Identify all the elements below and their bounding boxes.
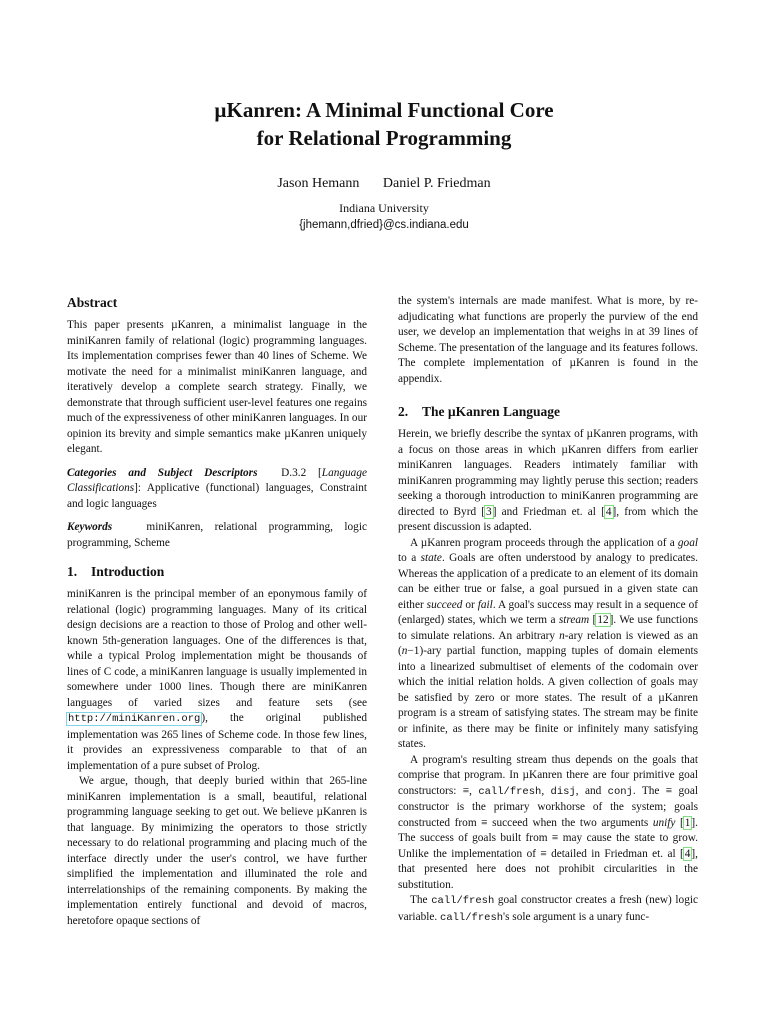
term-succeed: succeed [426,598,463,611]
term-stream: stream [558,614,590,626]
keywords-label: Keywords [67,521,113,533]
abstract-heading: Abstract [67,295,118,310]
intro-paragraph-2: We argue, though, that deeply buried within that 265-line miniKanren implementation is a small, beautiful, relational programming language seeking to get out. We believe µKanren is that language. By minimizing the operators to those strictly necessary to do relational programming and placing much of the interface directly under the user's control, we have further simplified the implementation and illuminated the role and interrelationships of the remaining components. By making the implementation entirely functional and devoid of macros, heretofore opaque sections of [67,775,367,927]
intro-paragraph-1 [67,587,367,774]
code-call-fresh-3: call/fresh [440,911,504,924]
intro-p1-part-a: miniKanren is the principal member of an eponymous family of relational (logic) programming languages. Many of its critical design decisions are a reaction to those of Prolog and other well-known 5th-generation languages. One of the differences is that, while a typical Prolog implementation might be thousands of lines of C code, a miniKanren language is usually implemented in somewhere under 1000 lines. Though there are miniKanren languages of varied sizes and feature sets (see [67,588,367,709]
s2p3-g: ], that presented here does not prohibit circularities in the substitution. [398,847,698,891]
intro-heading [67,563,367,581]
s2p4-a: goal constructor creates a fresh (new) logic variable. [398,894,698,923]
section2-paragraph-4 [398,893,698,926]
paper-title [0,96,768,152]
s2p3-c: , and [575,784,608,797]
categories-label: Categories and Subject Descriptors [67,466,258,479]
s2p4-the: The [410,894,428,906]
citation-4[interactable]: 4 [605,505,612,518]
citation-4-b[interactable]: 4 [684,847,691,860]
s2p2-a: A µKanren program proceeds through the application of a [410,536,678,549]
s2p3-e: [ [675,816,684,829]
left-column [67,294,367,929]
categories-code: D.3.2 [ [281,466,322,479]
s2p2-i: −1)-ary partial function, mapping tuples of domain elements into a linearized submultiset of elements of the codomain over which the initial relation holds. A given collection of goals may be satisfied by zero or more states. The result of a µKanren program is a stream of satisfying states. The stream may be finite or infinite, as there may be finite or infinitely many satisfying states. [398,645,698,750]
affiliation: Indiana University [339,201,429,215]
section2-paragraph-2 [398,536,698,753]
s2p2-d: or [462,598,478,611]
categories-paragraph [67,466,367,513]
citation-12[interactable]: 12 [597,614,609,626]
section2-paragraph-1 [398,427,698,536]
s2p2-b: to a [398,552,421,564]
s2p4-b: 's sole argument is a unary func- [503,910,650,923]
s2p3-d: . The ≡ goal constructor is the primary workhorse of the system; goals constructed from ≡ succeed when the two arguments [398,784,698,829]
term-n: n [559,629,565,642]
s2p3-b: , [541,784,551,797]
s2p2-e: . A goal's success may result in a sequence of (enlarged) states, which we term a [398,598,698,626]
term-fail: fail [477,598,493,611]
code-conj: conj [607,785,633,798]
s2p1-b: ] and Friedman et. al [ [492,505,605,518]
s2p2-c: . Goals are often understood by analogy to predicates. Whereas the application of a predicate to an element of its domain can be either true or false, a goal pursued in a given state can either [398,552,699,611]
intro-continued: the system's internals are made manifest. What is more, by re-adjudicating what functions are properly the purview of the end user, we develop an implementation that weighs in at 39 lines of Scheme. The presentation of the language and its features follows. The complete implementation of µKanren is found in the appendix. [398,295,699,385]
section2-title: The µKanren Language [422,404,561,419]
term-n-2: n [401,645,408,657]
keywords-paragraph [67,520,367,551]
abstract-text: This paper presents µKanren, a minimalist language in the miniKanren family of relational (logic) programming languages. Its implementation comprises fewer than 40 lines of Scheme. We motivate the need for a minimalist miniKanren language, and iteratively develop a complete search strategy. Finally, we demonstrate that through sufficient user-level features one regains much of the expressiveness of other miniKanren languages. In our opinion its brevity and simple semantics make µKanren uniquely elegant. [67,319,367,455]
right-column [398,294,698,926]
title-line-2: for Relational Programming [256,126,512,150]
code-disj: disj [550,785,576,798]
s2p3-f: ]. The success of goals built from ≡ may cause the state to grow. Unlike the implementation of ≡ detailed in Friedman et. al [ [398,816,698,860]
code-call-fresh-2: call/fresh [431,895,495,907]
s2p2-h: -ary relation is viewed as an ( [398,629,698,657]
term-unify: unify [652,816,676,829]
section2-heading [398,403,698,421]
citation-3[interactable]: 3 [486,505,492,518]
intro-p1-part-b: ), the original published implementation was 265 lines of Scheme code. In those few lines, it provides an expressiveness comparable to that of an implementation of a pure subset of Prolog. [67,712,367,772]
keywords-text: miniKanren, relational programming, logic programming, Scheme [67,521,367,549]
s2p2-f: [ [589,614,597,626]
author-email: {jhemann,dfried}@cs.indiana.edu [299,219,469,231]
section2-number: 2. [398,404,409,419]
s2p1-a: Herein, we briefly describe the syntax of µKanren programs, with a focus on those areas in which µKanren differs from earlier miniKanren languages. Readers intimately familiar with miniKanren programming may lightly peruse this section; readers seeking a thorough introduction to miniKanren programming are directed to Byrd [ [398,428,698,518]
s2p1-c: ], from which the present discussion is adapted. [398,505,698,533]
term-state: state [420,552,442,564]
code-call-fresh: call/fresh [478,785,542,798]
s2p2-g: ]. We use functions to simulate relations. An arbitrary [398,614,698,642]
minikanren-link[interactable]: http://miniKanren.org [68,713,201,725]
section2-paragraph-3 [398,753,698,894]
author-list [0,176,768,192]
intro-number: 1. [67,564,78,579]
citation-1[interactable]: 1 [684,816,691,829]
categories-classification: Language Classifications [67,466,367,494]
intro-title: Introduction [91,564,165,579]
author-friedman: Daniel P. Friedman [382,176,491,191]
categories-rest: ]: Applicative (functional) languages, Constraint and logic languages [67,482,367,510]
term-goal: goal [677,536,698,549]
title-line-1: µKanren: A Minimal Functional Core [214,98,554,122]
author-hemann: Jason Hemann [277,176,360,191]
s2p3-a: A program's resulting stream thus depends on the goals that comprise that program. In µKanren there are four primitive goal constructors: ≡, [398,753,698,797]
